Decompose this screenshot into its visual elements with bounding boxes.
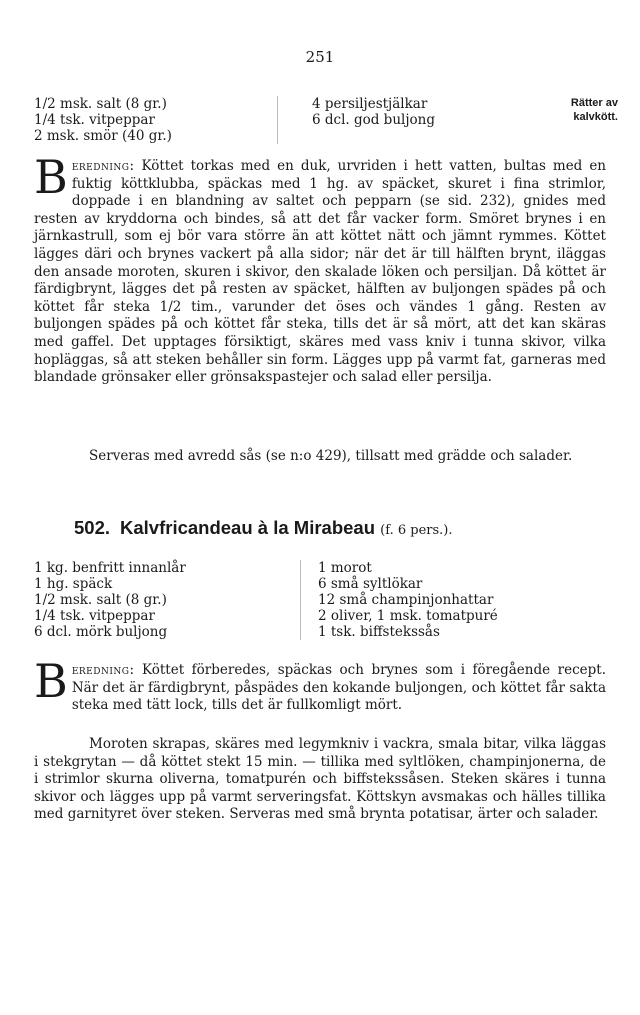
recipe2-method-continued: Moroten skrapas, skäres med legymkniv i vackra, smala bitar, vilka läggas i stekgrytan — då köttet stekt 15 min. — tillika med syltlöken, champinjonerna, de i strimlor skurna oliverna, tomatpurén och biffstekssåsen. Steken skäres i tunna skivor och lägges upp på varmt serveringsfat. Köttskyn avsmakas och hälles tillika med garnityret över steken. Serveras med små brynta potatisar, ärter och salader.: [34, 736, 606, 823]
recipe2-ingredients-left: [34, 560, 186, 640]
recipe1-serving: Serveras med avredd sås (se n:o 429), tillsatt med grädde och salader.: [89, 448, 573, 464]
portion-note: (f. 6 pers.).: [380, 523, 453, 538]
method-label: eredning:: [71, 662, 135, 678]
ingredient: 1 hg. späck: [34, 576, 113, 592]
recipe-number: 502.: [74, 517, 111, 538]
column-divider: [277, 96, 278, 144]
ingredient: 1/4 tsk. vitpeppar: [34, 608, 155, 624]
recipe1-ingredients-right: [312, 96, 435, 128]
ingredient: 6 dcl. god buljong: [312, 112, 435, 128]
method-text: Köttet förberedes, späckas och brynes som i föregående recept. När det är färdigbrynt, påspädes den kokande buljongen, och köttet får sakta steka med tätt lock, tills det är fullkomligt mört.: [71, 662, 606, 714]
method-label: eredning:: [71, 158, 135, 174]
ingredient: 6 dcl. mörk buljong: [34, 624, 168, 640]
ingredient: 1/2 msk. salt (8 gr.): [34, 96, 167, 112]
recipe1-ingredients-left: [34, 96, 172, 144]
page-number: 251: [305, 48, 335, 66]
side-note: [548, 96, 618, 124]
method-text: Köttet torkas med en duk, urvriden i hett vatten, bultas med en fuktig köttklubba, späckas med 1 hg. av späcket, skuret i fina strimlor, doppade i en blandning av saltet och pepparn (se sid. 232), gnides med resten av kryddorna och bindes, så att det får vacker form. Smöret brynes i en järnkastrull, som ej bör vara större än att köttet nätt och jämnt rymmes. Köttet lägges däri och brynes vackert på alla sidor; när det är till hälften brynt, iläggas den ansade moroten, skuren i skivor, den skalade löken och persiljan. Då köttet är färdigbrynt, lägges det på resten av späcket, hälften av buljongen spädes på och köttet får steka 1/2 tim., varunder det öses och vändes 1 gång. Resten av buljongen spädes på och köttet får steka, tills det är så mört, att det kan skäras med gaffel. Det upptages försiktigt, skäres med vass kniv i tunna skivor, vilka hopläggas, så att steken behåller sin form. Lägges upp på varmt fat, garneras med blandade grönsaker eller grönsakspastejer och salad eller persilja.: [34, 158, 606, 386]
ingredient: 6 små syltlökar: [318, 576, 423, 592]
ingredient: 1/4 tsk. vitpeppar: [34, 112, 155, 128]
ingredient: 4 persiljestjälkar: [312, 96, 428, 112]
ingredient: 2 msk. smör (40 gr.): [34, 128, 172, 144]
dropcap: B: [34, 150, 68, 204]
side-note-line: Rätter av: [570, 97, 618, 109]
side-note-line: kalvkött.: [573, 111, 618, 123]
ingredient: 1/2 msk. salt (8 gr.): [34, 592, 167, 608]
ingredient: 1 kg. benfritt innanlår: [34, 560, 186, 576]
dropcap: B: [34, 654, 68, 708]
ingredient: 1 morot: [318, 560, 372, 576]
recipe2-method: [34, 654, 606, 715]
recipe-title: Kalvfricandeau à la Mirabeau: [120, 517, 376, 538]
recipe2-ingredients-right: [318, 560, 498, 640]
ingredient: 12 små champinjonhattar: [318, 592, 494, 608]
column-divider: [300, 560, 301, 640]
recipe2-heading: [74, 517, 452, 539]
recipe1-method: [34, 150, 606, 387]
ingredient: 1 tsk. biffstekssås: [318, 624, 440, 640]
ingredient: 2 oliver, 1 msk. tomatpuré: [318, 608, 498, 624]
